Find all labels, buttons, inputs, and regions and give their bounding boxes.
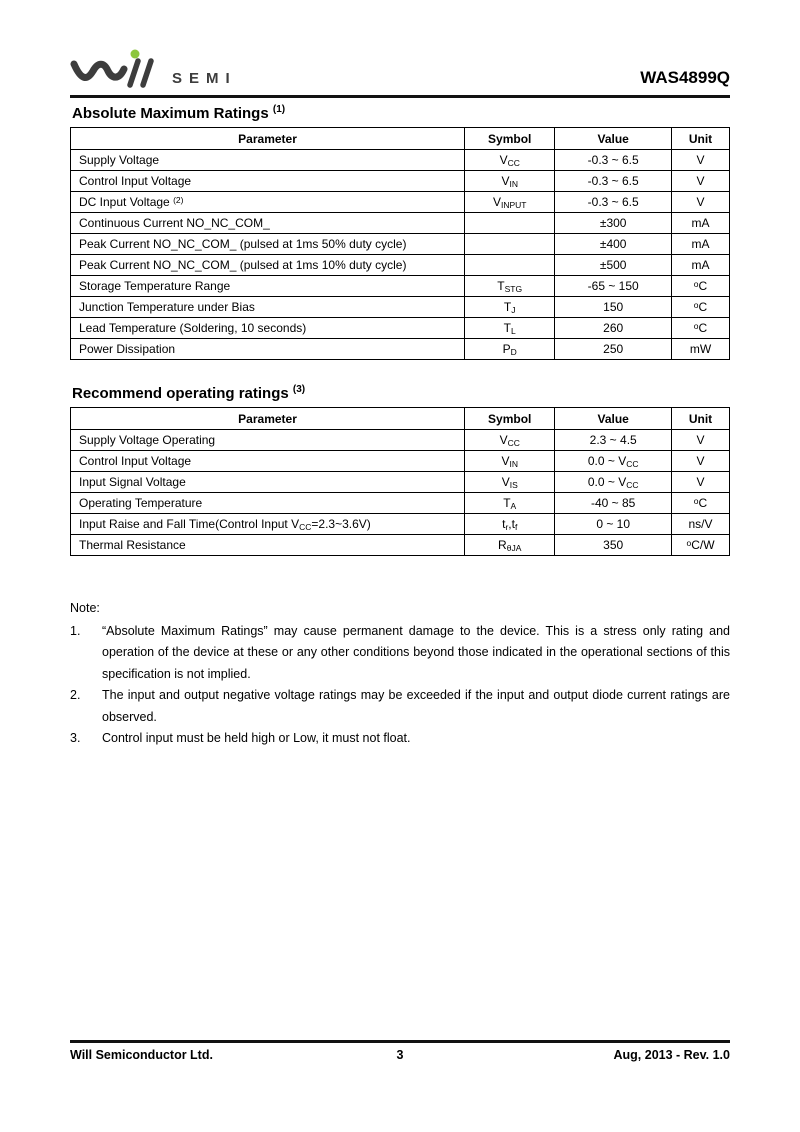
absolute-maximum-ratings-table: [70, 127, 730, 360]
parameter-cell: Peak Current NO_NC_COM_ (pulsed at 1ms 50% duty cycle): [71, 234, 465, 255]
symbol-cell: $T_J$: [465, 297, 555, 318]
parameter-cell: Input Signal Voltage: [71, 472, 465, 493]
table-row: [71, 150, 730, 171]
symbol-cell: $t_r,t_f$: [465, 514, 555, 535]
value-cell: 0.0 ~ $V_{CC}$: [555, 451, 672, 472]
unit-cell: V: [672, 171, 730, 192]
notes-label: Note:: [70, 601, 100, 615]
table-row: [71, 297, 730, 318]
parameter-cell: Peak Current NO_NC_COM_ (pulsed at 1ms 10% duty cycle): [71, 255, 465, 276]
symbol-cell: [465, 234, 555, 255]
table-header-row: [71, 408, 730, 430]
value-cell: 350: [555, 535, 672, 556]
symbol-cell: $V_{CC}$: [465, 150, 555, 171]
parameter-cell: Supply Voltage: [71, 150, 465, 171]
note-number: 3.: [70, 731, 81, 745]
symbol-cell: $V_{CC}$: [465, 430, 555, 451]
parameter-cell: Control Input Voltage: [71, 171, 465, 192]
table-row: [71, 276, 730, 297]
note-text: Control input must be held high or Low, it must not float.: [102, 731, 411, 745]
parameter-cell: Input Raise and Fall Time(Control Input $V_{CC}=2.3\sim 3.6V$): [71, 514, 465, 535]
table-row: [71, 514, 730, 535]
value-cell: ±300: [555, 213, 672, 234]
brand-logo: [70, 48, 237, 90]
recommend-operating-ratings-table: [70, 407, 730, 556]
unit-cell: mW: [672, 339, 730, 360]
page-header: [70, 48, 730, 98]
unit-cell: mA: [672, 213, 730, 234]
note-item: [70, 621, 730, 686]
unit-cell: $^o$C: [672, 318, 730, 339]
unit-cell: V: [672, 451, 730, 472]
column-header-unit: Unit: [672, 408, 730, 430]
table-row: [71, 234, 730, 255]
symbol-cell: $P_D$: [465, 339, 555, 360]
product-number: WAS4899Q: [640, 68, 730, 87]
note-text: “Absolute Maximum Ratings” may cause permanent damage to the device. This is a stress only rating and operation of the device at these or any other conditions beyond those indicated in the operational sections of this specification is not implied.: [102, 623, 730, 681]
value-cell: -65 ~ 150: [555, 276, 672, 297]
note-number: 2.: [70, 688, 81, 702]
parameter-cell: Supply Voltage Operating: [71, 430, 465, 451]
symbol-cell: $R_{\theta JA}$: [465, 535, 555, 556]
logo-green-dot-icon: [131, 50, 140, 59]
value-cell: 0 ~ 10: [555, 514, 672, 535]
parameter-cell: Power Dissipation: [71, 339, 465, 360]
logo-brand-text: SEMI: [172, 70, 237, 87]
note-number: 1.: [70, 623, 81, 638]
table-header-row: [71, 128, 730, 150]
parameter-cell: Storage Temperature Range: [71, 276, 465, 297]
value-cell: 150: [555, 297, 672, 318]
symbol-cell: [465, 213, 555, 234]
symbol-cell: [465, 255, 555, 276]
value-cell: -0.3 ~ 6.5: [555, 171, 672, 192]
note-item: [70, 685, 730, 728]
column-header-value: Value: [555, 408, 672, 430]
unit-cell: $^o$C: [672, 276, 730, 297]
parameter-cell: DC Input Voltage $^{(2)}$: [71, 192, 465, 213]
section-title-recommend-operating-ratings: Recommend operating ratings $^{(3)}$: [72, 384, 306, 402]
parameter-cell: Continuous Current NO_NC_COM_: [71, 213, 465, 234]
table-row: [71, 535, 730, 556]
notes-section: [70, 598, 730, 750]
table-row: [71, 318, 730, 339]
unit-cell: mA: [672, 255, 730, 276]
unit-cell: $^o$C/W: [672, 535, 730, 556]
table-row: [71, 255, 730, 276]
page-footer: [70, 1040, 730, 1062]
footer-company: Will Semiconductor Ltd.: [70, 1048, 213, 1062]
column-header-unit: Unit: [672, 128, 730, 150]
symbol-cell: $V_{IN}$: [465, 451, 555, 472]
will-logo-mark-icon: [70, 48, 162, 90]
unit-cell: V: [672, 192, 730, 213]
column-header-parameter: Parameter: [71, 128, 465, 150]
column-header-symbol: Symbol: [465, 128, 555, 150]
footer-page-number: 3: [396, 1048, 404, 1062]
table-row: [71, 451, 730, 472]
unit-cell: $^o$C: [672, 297, 730, 318]
symbol-cell: $V_{IN}$: [465, 171, 555, 192]
unit-cell: V: [672, 430, 730, 451]
unit-cell: ns/V: [672, 514, 730, 535]
symbol-cell: $T_{STG}$: [465, 276, 555, 297]
parameter-cell: Lead Temperature (Soldering, 10 seconds): [71, 318, 465, 339]
table-row: [71, 430, 730, 451]
value-cell: 260: [555, 318, 672, 339]
unit-cell: mA: [672, 234, 730, 255]
table-row: [71, 339, 730, 360]
symbol-cell: $V_{INPUT}$: [465, 192, 555, 213]
note-text: The input and output negative voltage ratings may be exceeded if the input and output diode current ratings are observed.: [102, 688, 730, 724]
value-cell: 0.0 ~ $V_{CC}$: [555, 472, 672, 493]
value-cell: -0.3 ~ 6.5: [555, 192, 672, 213]
parameter-cell: Control Input Voltage: [71, 451, 465, 472]
value-cell: 250: [555, 339, 672, 360]
table-row: [71, 171, 730, 192]
unit-cell: V: [672, 150, 730, 171]
column-header-parameter: Parameter: [71, 408, 465, 430]
note-item: [70, 728, 730, 750]
parameter-cell: Thermal Resistance: [71, 535, 465, 556]
footer-revision: Aug, 2013 - Rev. 1.0: [613, 1048, 730, 1062]
value-cell: ±500: [555, 255, 672, 276]
table-row: [71, 472, 730, 493]
symbol-cell: $V_{IS}$: [465, 472, 555, 493]
table-row: [71, 192, 730, 213]
column-header-value: Value: [555, 128, 672, 150]
parameter-cell: Junction Temperature under Bias: [71, 297, 465, 318]
parameter-cell: Operating Temperature: [71, 493, 465, 514]
table-row: [71, 493, 730, 514]
unit-cell: $^o$C: [672, 493, 730, 514]
value-cell: -40 ~ 85: [555, 493, 672, 514]
value-cell: -0.3 ~ 6.5: [555, 150, 672, 171]
section-title-absolute-maximum-ratings: Absolute Maximum Ratings $^{(1)}$: [72, 104, 286, 122]
column-header-symbol: Symbol: [465, 408, 555, 430]
symbol-cell: $T_A$: [465, 493, 555, 514]
value-cell: 2.3 ~ 4.5: [555, 430, 672, 451]
value-cell: ±400: [555, 234, 672, 255]
unit-cell: V: [672, 472, 730, 493]
symbol-cell: $T_L$: [465, 318, 555, 339]
table-row: [71, 213, 730, 234]
